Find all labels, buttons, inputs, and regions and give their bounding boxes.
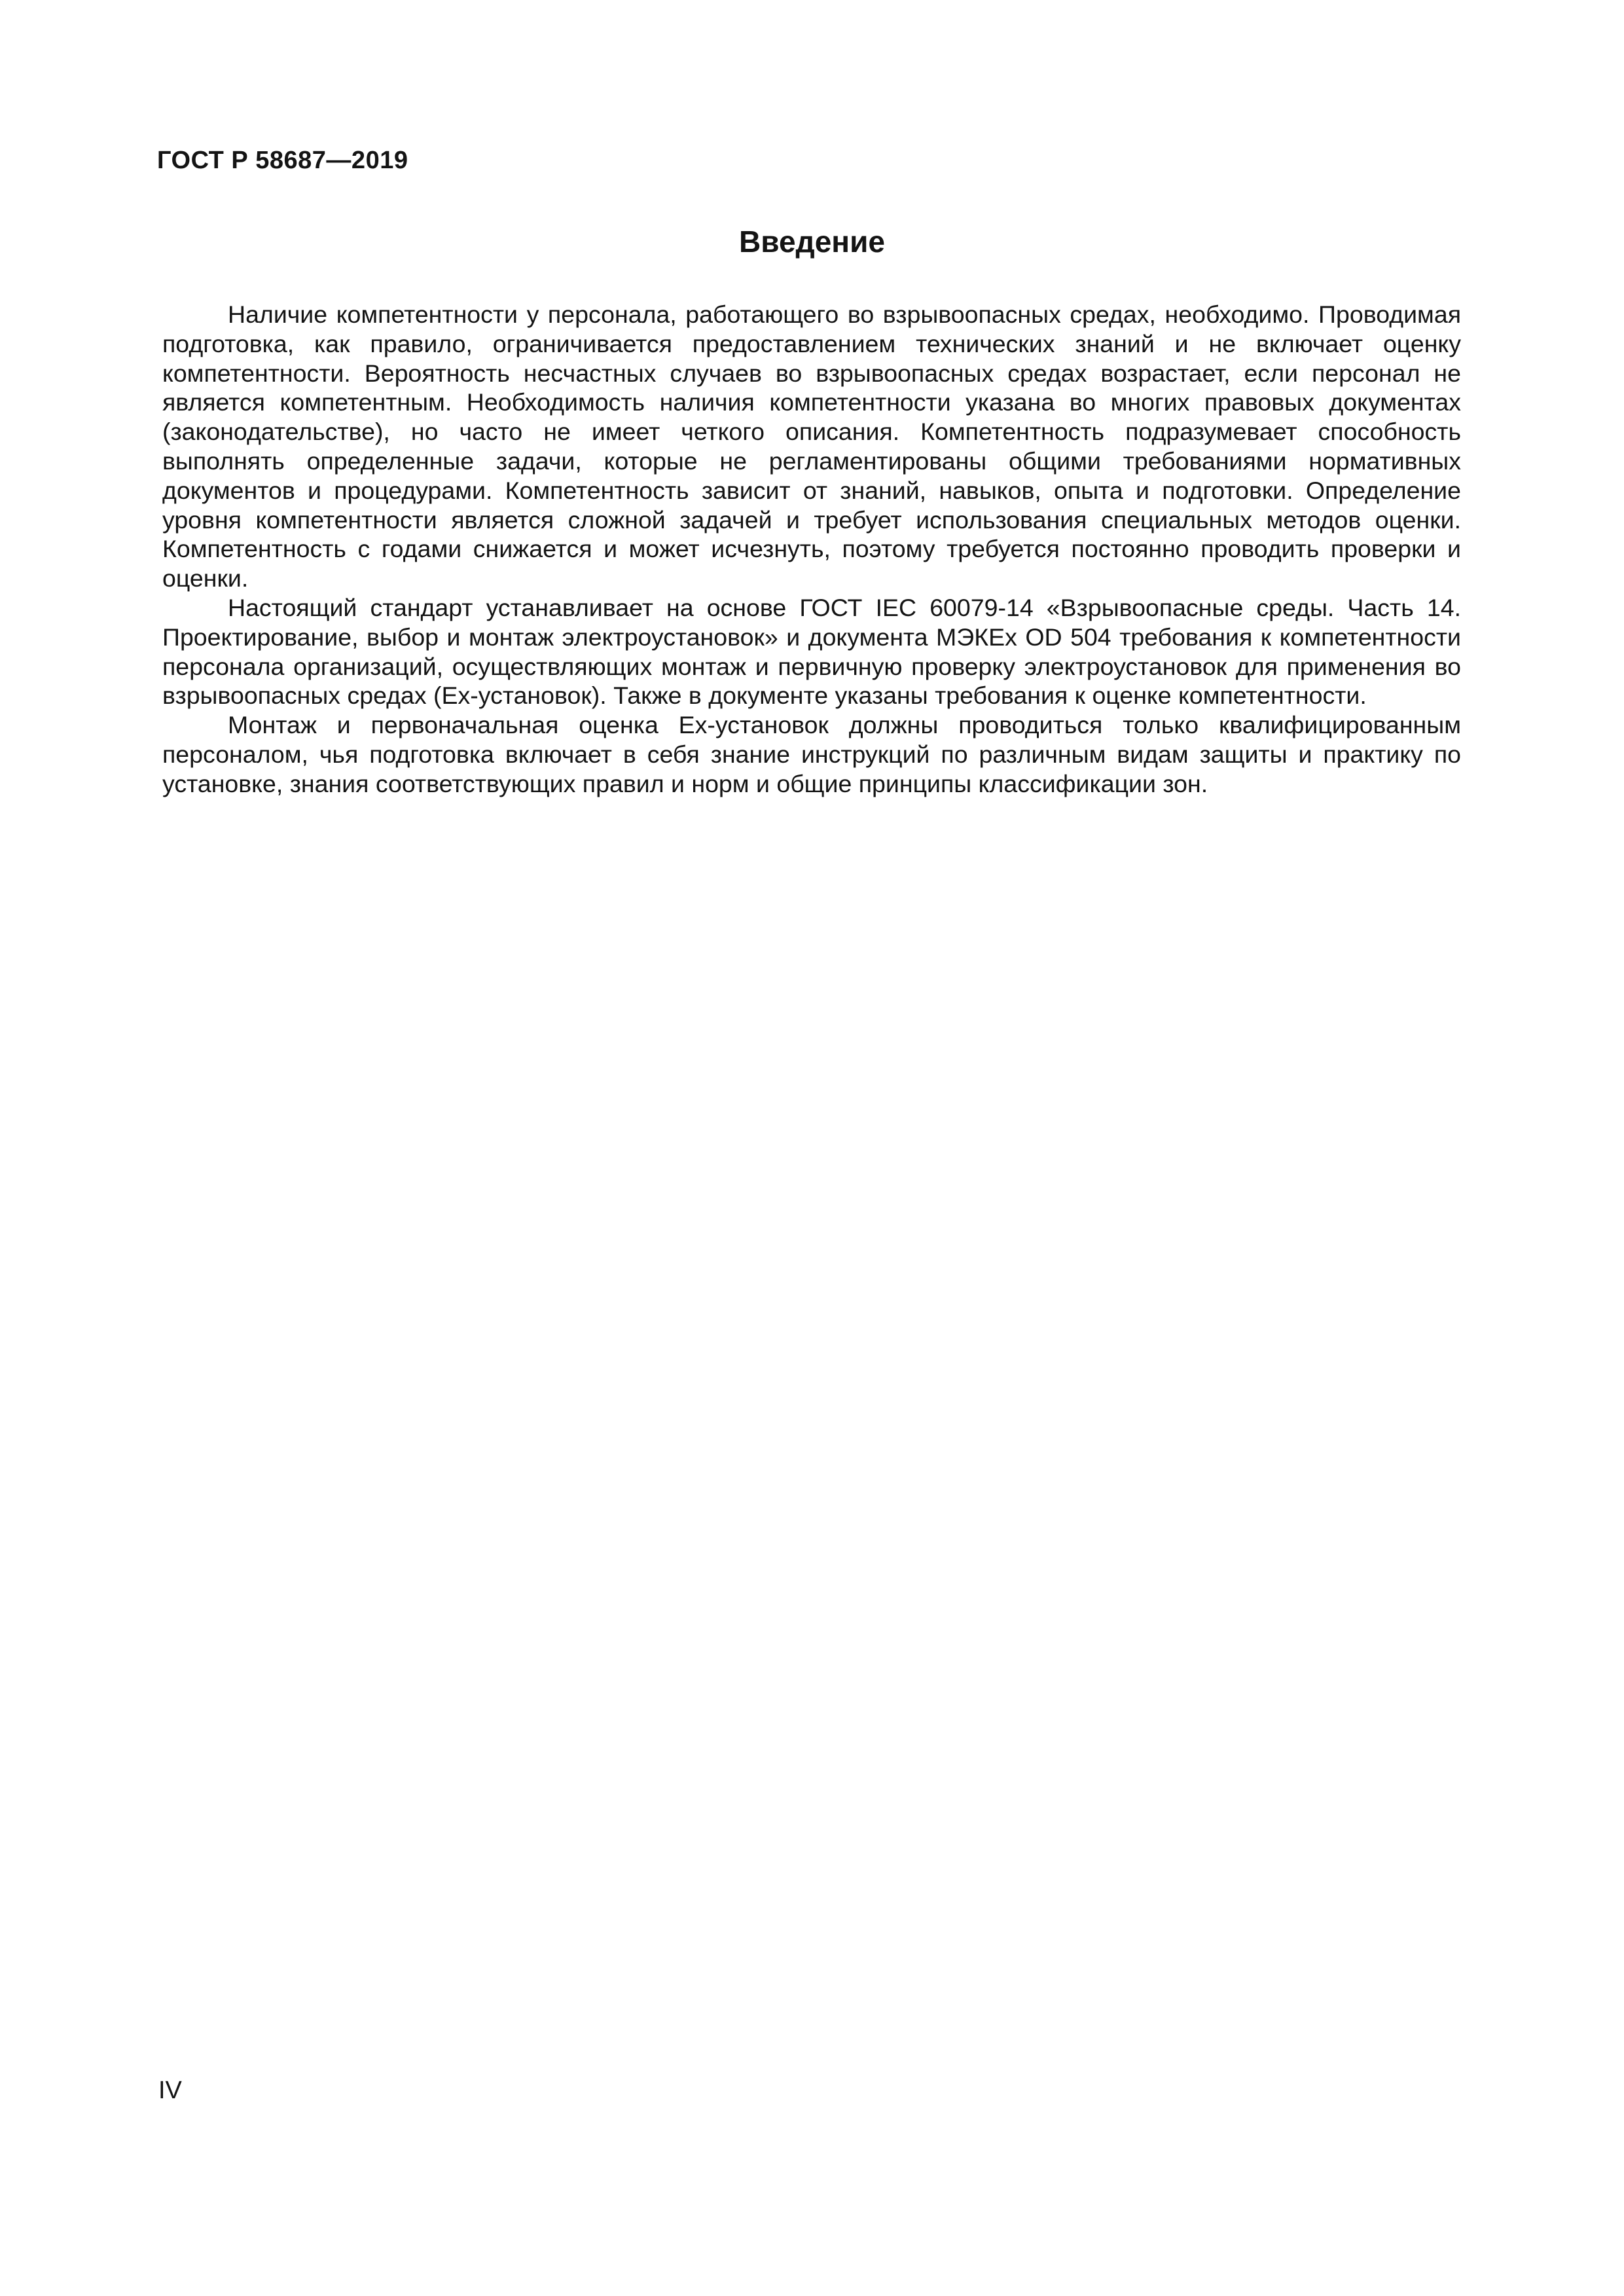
document-code-header: ГОСТ Р 58687—2019 xyxy=(157,147,408,174)
page-number: IV xyxy=(158,2077,182,2104)
paragraph-1: Наличие компетентности у персонала, работающего во взрывоопасных средах, необходимо. Проводимая подготовка, как правило, ограничивается предоставлением технических знаний и не включает оценку компетентности. Вероятность несчастных случаев во взрывоопасных средах возрастает, если персонал не является компетентным. Необходимость наличия компетентности указана во многих правовых документах (законодательстве), но часто не имеет четкого описания. Компетентность подразумевает способность выполнять определенные задачи, которые не регламентированы общими требованиями нормативных документов и процедурами. Компетентность зависит от знаний, навыков, опыта и подготовки. Определение уровня компетентности является сложной задачей и требует использования специальных методов оценки. Компетентность с годами снижается и может исчезнуть, поэтому требуется постоянно проводить проверки и оценки. xyxy=(162,301,1461,592)
paragraph-2: Настоящий стандарт устанавливает на основе ГОСТ IEC 60079-14 «Взрывоопасные среды. Часть 14. Проектирование, выбор и монтаж электроустановок» и документа МЭКЕх OD 504 требования к компетентности персонала организаций, осуществляющих монтаж и первичную проверку электроустановок для применения во взрывоопасных средах (Ех-установок). Также в документе указаны требования к оценке компетентности. xyxy=(162,593,1461,710)
paragraph-3: Монтаж и первоначальная оценка Ех-установок должны проводиться только квалифицированным персоналом, чья подготовка включает в себя знание инструкций по различным видам защиты и практику по установке, знания соответствующих правил и норм и общие принципы классификации зон. xyxy=(162,711,1461,797)
section-title: Введение xyxy=(739,225,885,259)
body-text xyxy=(162,300,1461,799)
